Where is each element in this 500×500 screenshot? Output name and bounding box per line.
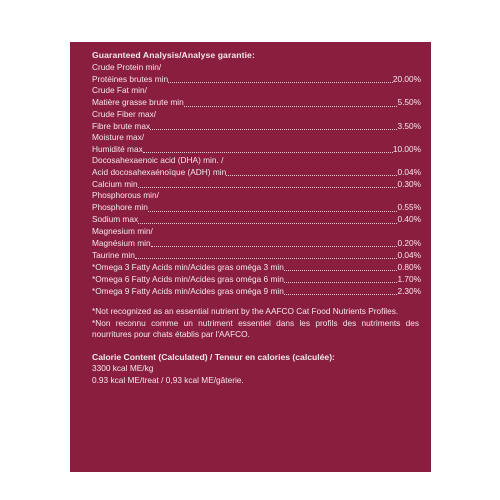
calorie-per-kg: 3300 kcal ME/kg <box>92 363 154 374</box>
analysis-row-label: Magnesium min/ <box>92 225 153 236</box>
analysis-row <box>92 85 421 96</box>
analysis-row-value: 2.30% <box>397 285 421 296</box>
dot-leader <box>148 202 398 212</box>
calorie-content <box>92 352 421 387</box>
analysis-row <box>92 178 421 190</box>
analysis-row <box>92 285 421 297</box>
analysis-row-value: 0.04% <box>397 167 421 178</box>
analysis-row <box>92 237 421 249</box>
footnote-french: *Non reconnu comme un nutriment essentiel dans les profils des nutriments des nourritures pour chats établis par l'AAFCO. <box>92 317 419 340</box>
analysis-row-label: Crude Fat min/ <box>92 85 147 96</box>
analysis-row-label: Magnésium min <box>92 237 151 248</box>
analysis-row <box>92 273 421 285</box>
analysis-row <box>92 226 421 237</box>
analysis-row <box>92 120 421 132</box>
analysis-row <box>92 73 421 85</box>
analysis-row <box>92 261 421 273</box>
guaranteed-analysis-panel <box>70 42 431 472</box>
analysis-row-label: Crude Fiber max/ <box>92 108 157 119</box>
dot-leader <box>138 214 397 224</box>
dot-leader <box>284 273 398 283</box>
guaranteed-analysis-heading: Guaranteed Analysis/Analyse garantie: <box>92 50 255 60</box>
analysis-rows <box>92 62 421 297</box>
analysis-row-label: Humidité max <box>92 143 143 154</box>
analysis-row <box>92 109 421 120</box>
analysis-row-label: Taurine min <box>92 249 135 260</box>
analysis-row-label: Moisture max/ <box>92 131 145 142</box>
calorie-heading: Calorie Content (Calculated) / Teneur en calories (calculée): <box>92 351 335 362</box>
analysis-row-value: 5.50% <box>397 97 421 108</box>
analysis-row-value: 10.00% <box>392 143 421 154</box>
analysis-row-value: 20.00% <box>392 74 421 84</box>
analysis-row-label: Calcium min <box>92 179 138 190</box>
analysis-row <box>92 214 421 226</box>
analysis-row-value: 0.20% <box>397 237 421 248</box>
analysis-row-value: 0.04% <box>397 249 421 260</box>
analysis-row-label: Protéines brutes min <box>92 74 169 84</box>
calorie-per-treat: 0.93 kcal ME/treat / 0,93 kcal ME/gâterie. <box>92 374 244 385</box>
analysis-row-label: *Omega 6 Fatty Acids min/Acides gras oméga 6 min <box>92 273 284 284</box>
dot-leader <box>284 261 398 271</box>
analysis-row-value: 0.80% <box>397 261 421 272</box>
dot-leader <box>150 120 397 130</box>
dot-leader <box>168 73 393 83</box>
footnote-english: *Not recognized as an essential nutrient by the AAFCO Cat Food Nutrients Profiles. <box>92 306 399 317</box>
dot-leader <box>138 178 398 188</box>
analysis-row-label: *Omega 3 Fatty Acids min/Acides gras oméga 3 min <box>92 261 284 272</box>
dot-leader <box>284 285 398 295</box>
analysis-row-label: Sodium max <box>92 214 139 225</box>
analysis-row <box>92 202 421 214</box>
analysis-row-label: Matière grasse brute min <box>92 97 184 108</box>
analysis-row <box>92 132 421 143</box>
analysis-row-label: Phosphore min <box>92 202 148 213</box>
analysis-row-label: Docosahexaenoic acid (DHA) min. / <box>92 155 224 166</box>
footnote <box>92 306 421 341</box>
dot-leader <box>135 249 398 259</box>
dot-leader <box>143 143 393 153</box>
analysis-row-value: 1.70% <box>397 273 421 284</box>
analysis-row-value: 0.55% <box>397 202 421 213</box>
analysis-row <box>92 143 421 155</box>
analysis-row-label: *Omega 9 Fatty Acids min/Acides gras oméga 9 min <box>92 285 284 296</box>
analysis-row-label: Phosphorous min/ <box>92 190 159 201</box>
dot-leader <box>184 97 398 107</box>
analysis-row-value: 0.30% <box>397 179 421 190</box>
analysis-row <box>92 62 421 73</box>
analysis-row <box>92 155 421 166</box>
analysis-row-label: Crude Protein min/ <box>92 62 162 72</box>
analysis-row <box>92 166 421 178</box>
dot-leader <box>226 166 397 176</box>
analysis-row-value: 0.40% <box>397 214 421 225</box>
analysis-row-label: Acid docosahexaénoïque (ADH) min <box>92 167 227 178</box>
analysis-row-label: Fibre brute max <box>92 120 151 131</box>
analysis-row-value: 3.50% <box>397 120 421 131</box>
analysis-row <box>92 249 421 261</box>
dot-leader <box>151 237 398 247</box>
analysis-row <box>92 97 421 109</box>
analysis-row <box>92 190 421 201</box>
